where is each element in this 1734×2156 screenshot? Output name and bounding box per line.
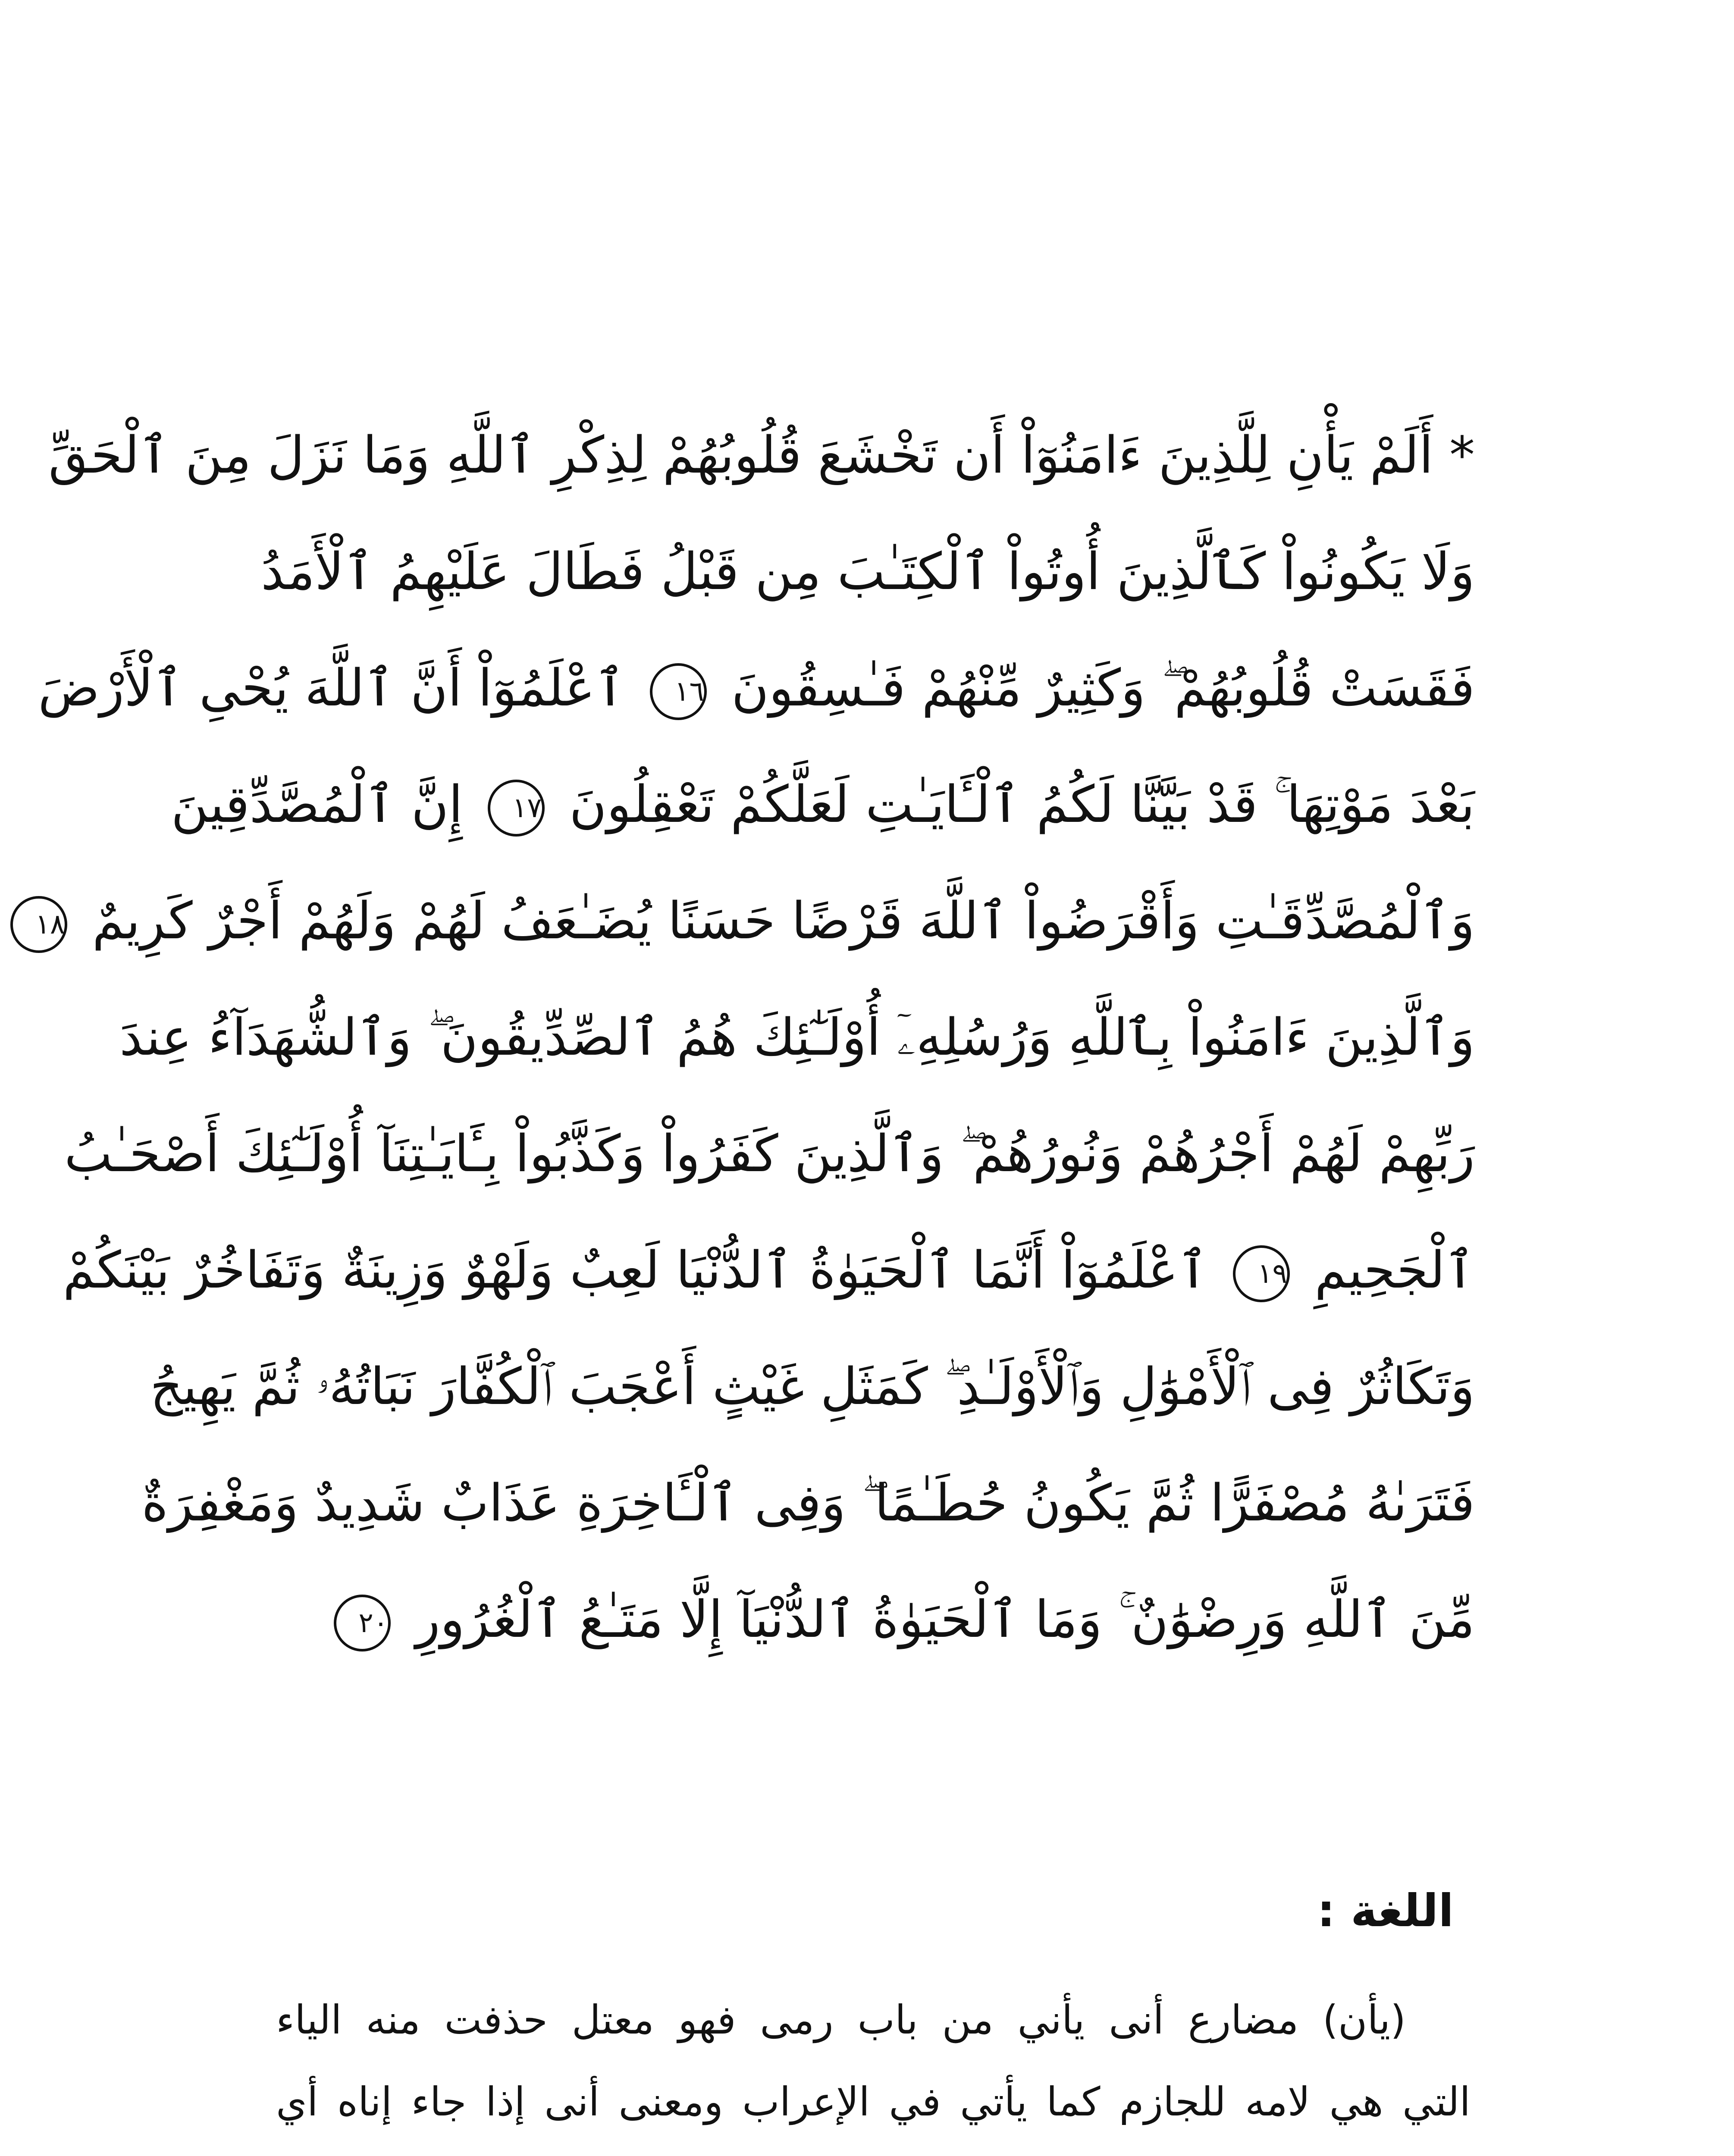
verse-text: وَلَا يَكُونُواْ كَٱلَّذِينَ أُوتُواْ ٱلْكِتَـٰبَ مِن قَبْلُ فَطَالَ عَلَيْهِمُ ٱلْأَمَدُ	[261, 542, 1475, 601]
verse-text: بَعْدَ مَوْتِهَا ۚ قَدْ بَيَّنَّا لَكُمُ ٱلْـَٔايَـٰتِ لَعَلَّكُمْ تَعْقِلُونَ	[569, 774, 1475, 834]
verse-line	[261, 513, 1475, 630]
ayah-number-marker: ١٦	[650, 663, 707, 720]
verse-text: وَٱلْمُصَّدِّقَـٰتِ وَأَقْرَضُواْ ٱللَّهَ قَرْضًا حَسَنًا يُضَـٰعَفُ لَهُمْ وَلَهُمْ أَجْرٌ كَرِيمٌ	[92, 891, 1475, 950]
verse-line	[38, 630, 1475, 746]
verse-text: فَتَرَىٰهُ مُصْفَرًّا ثُمَّ يَكُونُ حُطَـٰمًا ۖ وَفِى ٱلْـَٔاخِرَةِ عَذَابٌ شَدِيدٌ وَمَغْفِرَةٌ	[141, 1473, 1475, 1532]
verse-text: رَبِّهِمْ لَهُمْ أَجْرُهُمْ وَنُورُهُمْ ۖ وَٱلَّذِينَ كَفَرُواْ وَكَذَّبُواْ بِـَٔايَـٰتِنَآ أُوْلَـٰٓئِكَ أَصْحَـٰبُ	[64, 1124, 1475, 1183]
verse-line	[141, 1445, 1475, 1561]
verse-text: فَقَسَتْ قُلُوبُهُمْ ۖ وَكَثِيرٌ مِّنْهُمْ فَـٰسِقُونَ	[731, 658, 1475, 718]
commentary-line	[276, 2143, 1471, 2156]
verse-line	[64, 1095, 1475, 1212]
verse-line	[63, 1212, 1475, 1328]
ayah-number-marker: ١٨	[10, 896, 67, 953]
verse-line	[119, 979, 1475, 1095]
verse-text: إِنَّ ٱلْمُصَّدِّقِينَ	[171, 774, 463, 834]
verse-text: مِّنَ ٱللَّهِ وَرِضْوَٰنٌ ۚ وَمَا ٱلْحَيَوٰةُ ٱلدُّنْيَآ إِلَّا مَتَـٰعُ ٱلْغُرُورِ	[415, 1589, 1475, 1649]
verse-text: وَٱلَّذِينَ ءَامَنُواْ بِٱللَّهِ وَرُسُلِهِۦٓ أُوْلَـٰٓئِكَ هُمُ ٱلصِّدِّيقُونَ ۖ وَٱلشُّهَدَآءُ عِندَ	[119, 1007, 1475, 1067]
verse-text: ٱعْلَمُوٓاْ أَنَّ ٱللَّهَ يُحْىِ ٱلْأَرْضَ	[38, 658, 625, 718]
commentary-line: التي هي لامه للجازم كما يأتي في الإعراب ومعنى أنى إذا جاء إناه أي	[276, 2079, 1471, 2125]
ayah-number-marker: ١٩	[1233, 1245, 1290, 1302]
commentary-block	[276, 1979, 1471, 2156]
verse-text: وَتَكَاثُرٌ فِى ٱلْأَمْوَٰلِ وَٱلْأَوْلَـٰدِ ۖ كَمَثَلِ غَيْثٍ أَعْجَبَ ٱلْكُفَّارَ نَبَاتُهُۥ ثُمَّ يَهِيجُ	[150, 1357, 1475, 1416]
verse-line	[35, 862, 1475, 979]
ayah-number-marker: ١٧	[488, 780, 545, 837]
verse-text: ٱعْلَمُوٓاْ أَنَّمَا ٱلْحَيَوٰةُ ٱلدُّنْيَا لَعِبٌ وَلَهْوٌ وَزِينَةٌ وَتَفَاخُرٌ بَيْنَكُمْ	[63, 1240, 1208, 1300]
section-heading-language: اللغة :	[1317, 1884, 1454, 1937]
quran-verse-block	[35, 397, 1475, 1677]
verse-line	[48, 397, 1475, 513]
verse-text: * أَلَمْ يَأْنِ لِلَّذِينَ ءَامَنُوٓاْ أَن تَخْشَعَ قُلُوبُهُمْ لِذِكْرِ ٱللَّهِ وَمَا نَزَلَ مِنَ ٱلْحَقِّ	[48, 425, 1475, 485]
verse-line	[150, 1328, 1475, 1445]
commentary-line: (يأن) مضارع أنى يأني من باب رمى فهو معتل حذفت منه الياء	[276, 1997, 1406, 2043]
verse-line	[272, 1561, 1475, 1677]
verse-text: ٱلْجَحِيمِ	[1314, 1240, 1475, 1300]
ayah-number-marker: ٢٠	[334, 1595, 391, 1651]
verse-line	[171, 746, 1475, 862]
